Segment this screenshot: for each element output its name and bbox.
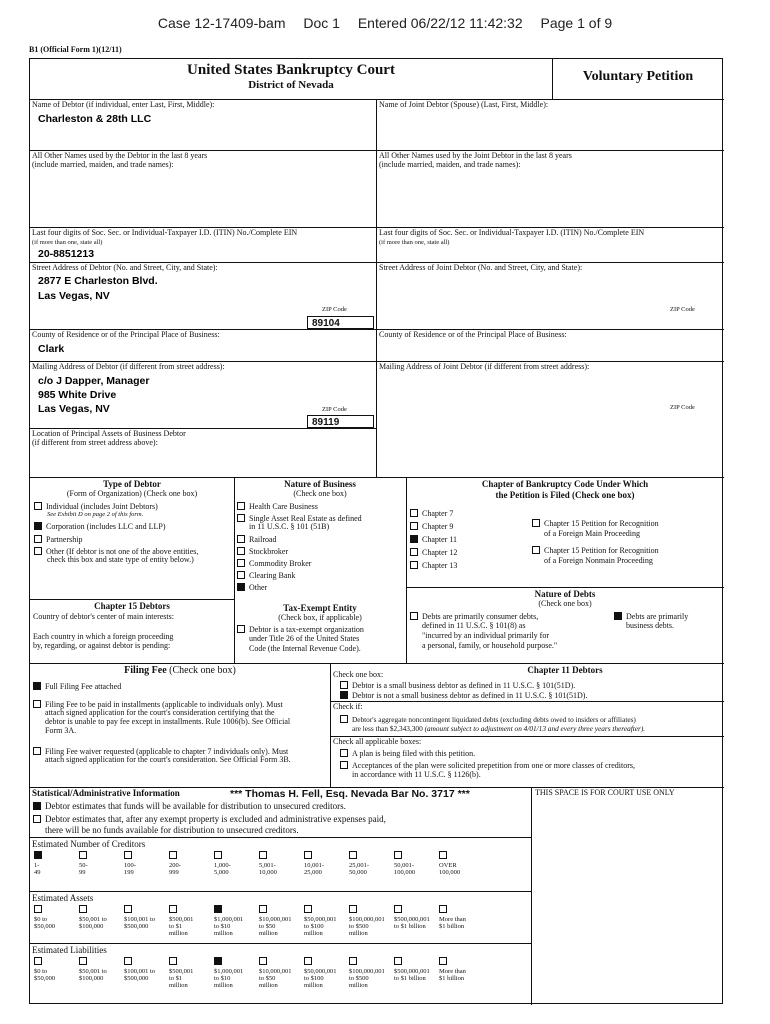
- liabilities-label-5: $10,000,001 to $50 million: [259, 968, 292, 989]
- creditors-label-9: OVER 100,000: [439, 862, 461, 876]
- creditors-label-1: 50- 99: [79, 862, 88, 876]
- liabilities-label-7: $100,000,001 to $500 million: [349, 968, 385, 989]
- nature-single-asset[interactable]: Single Asset Real Estate as defined: [237, 514, 362, 524]
- creditors-option-8[interactable]: [394, 851, 402, 859]
- liabilities-option-3[interactable]: [169, 957, 177, 965]
- assets-grid: [30, 905, 531, 945]
- liabilities-label-0: $0 to $50,000: [34, 968, 56, 982]
- mailing-line-1: c/o J Dapper, Manager: [38, 375, 150, 387]
- chapter-13[interactable]: Chapter 13: [410, 561, 457, 571]
- debts-title: Nature of Debts: [534, 589, 596, 599]
- joint-mailing-label: Mailing Address of Joint Debtor (if different from street address):: [379, 362, 590, 371]
- chapter-title: Chapter of Bankruptcy Code Under Which: [481, 479, 649, 489]
- nature-commodity[interactable]: Commodity Broker: [237, 559, 311, 569]
- street-zip: 89104: [307, 316, 374, 329]
- petition-title: Voluntary Petition: [582, 69, 694, 84]
- creditors-label-4: 1,000- 5,000: [214, 862, 231, 876]
- liabilities-option-5[interactable]: [259, 957, 267, 965]
- assets-label-0: $0 to $50,000: [34, 916, 56, 930]
- debtor-name-label: Name of Debtor (if individual, enter Last, First, Middle):: [32, 100, 215, 109]
- nature-other[interactable]: Other: [237, 583, 267, 593]
- debtor-name: Charleston & 28th LLC: [38, 113, 152, 125]
- joint-other-names-label: All Other Names used by the Joint Debtor in the last 8 years (include married, maiden, and trade names):: [379, 151, 572, 169]
- taxexempt-check[interactable]: Debtor is a tax-exempt organization: [237, 625, 364, 635]
- creditors-option-5[interactable]: [259, 851, 267, 859]
- creditors-option-9[interactable]: [439, 851, 447, 859]
- mailing-label: Mailing Address of Debtor (if different from street address):: [32, 362, 225, 371]
- nature-title: Nature of Business: [284, 479, 356, 489]
- stats-title: Statistical/Administrative Information: [32, 788, 180, 798]
- liabilities-label-8: $500,000,001 to $1 billion: [394, 968, 430, 982]
- ch11-acceptances[interactable]: Acceptances of the plan were solicited prepetition from one or more classes of creditors,: [340, 761, 635, 771]
- type-other[interactable]: Other (If debtor is not one of the above entities,: [34, 547, 198, 557]
- county-value: Clark: [38, 343, 65, 355]
- creditors-option-0[interactable]: [34, 851, 42, 859]
- liabilities-option-9[interactable]: [439, 957, 447, 965]
- entered-date: Entered 06/22/12 11:42:32: [357, 15, 523, 31]
- liabilities-label-1: $50,001 to $100,000: [79, 968, 107, 982]
- creditors-label-2: 100- 199: [124, 862, 136, 876]
- chapter-15-main[interactable]: Chapter 15 Petition for Recognition: [532, 519, 659, 529]
- assets-option-8[interactable]: [394, 905, 402, 913]
- chapter-11[interactable]: Chapter 11: [410, 535, 457, 545]
- liabilities-option-6[interactable]: [304, 957, 312, 965]
- assets-label-1: $50,001 to $100,000: [79, 916, 107, 930]
- nature-health-care[interactable]: Health Care Business: [237, 502, 318, 512]
- street-label: Street Address of Debtor (No. and Street, City, and State):: [32, 263, 218, 272]
- assets-option-2[interactable]: [124, 905, 132, 913]
- court-district: District of Nevada: [248, 79, 334, 91]
- chapter-15-nonmain[interactable]: Chapter 15 Petition for Recognition: [532, 546, 659, 556]
- joint-street-label: Street Address of Joint Debtor (No. and Street, City, and State):: [379, 263, 583, 272]
- ch11-title: Chapter 11 Debtors: [527, 665, 603, 675]
- taxexempt-title: Tax-Exempt Entity: [283, 603, 357, 613]
- fee-full[interactable]: Full Filing Fee attached: [33, 682, 121, 692]
- assets-option-0[interactable]: [34, 905, 42, 913]
- assets-option-6[interactable]: [304, 905, 312, 913]
- assets-label-2: $100,001 to $500,000: [124, 916, 156, 930]
- liabilities-label-9: More than $1 billion: [439, 968, 466, 982]
- type-title: Type of Debtor: [103, 479, 161, 489]
- fee-title: Filing Fee (Check one box): [124, 665, 236, 676]
- liabilities-option-1[interactable]: [79, 957, 87, 965]
- liabilities-label-3: $500,001 to $1 million: [169, 968, 194, 989]
- creditors-option-7[interactable]: [349, 851, 357, 859]
- creditors-label-0: 1- 49: [34, 862, 41, 876]
- mailing-line-2: 985 White Drive: [38, 389, 117, 401]
- doc-number: Doc 1: [303, 15, 340, 31]
- assets-option-7[interactable]: [349, 905, 357, 913]
- chapter-7[interactable]: Chapter 7: [410, 509, 453, 519]
- liabilities-option-2[interactable]: [124, 957, 132, 965]
- creditors-label-7: 25,001- 50,000: [349, 862, 370, 876]
- liabilities-grid: [30, 957, 531, 1001]
- liabilities-label-4: $1,000,001 to $10 million: [214, 968, 244, 989]
- court-use-label: THIS SPACE IS FOR COURT USE ONLY: [535, 788, 675, 797]
- liabilities-option-8[interactable]: [394, 957, 402, 965]
- assets-label-5: $10,000,001 to $50 million: [259, 916, 292, 937]
- mailing-line-3: Las Vegas, NV: [38, 403, 110, 415]
- creditors-grid: [30, 851, 531, 891]
- creditors-option-1[interactable]: [79, 851, 87, 859]
- assets-label-9: More than $1 billion: [439, 916, 466, 930]
- assets-title: Estimated Assets: [32, 893, 94, 903]
- street-line-1: 2877 E Charleston Blvd.: [38, 275, 158, 287]
- other-names-label: All Other Names used by the Debtor in the last 8 years (include married, maiden, and trade names):: [32, 151, 208, 169]
- case-number: Case 12-17409-bam: [157, 15, 286, 31]
- case-header: [0, 16, 770, 32]
- street-line-2: Las Vegas, NV: [38, 290, 110, 302]
- chapter-9[interactable]: Chapter 9: [410, 522, 453, 532]
- assets-option-9[interactable]: [439, 905, 447, 913]
- assets-label-8: $500,000,001 to $1 billion: [394, 916, 430, 930]
- liabilities-option-0[interactable]: [34, 957, 42, 965]
- fee-waiver[interactable]: Filing Fee waiver requested (applicable to chapter 7 individuals only). Must: [33, 747, 288, 757]
- location-label: Location of Principal Assets of Business Debtor (if different from street address above):: [32, 429, 186, 447]
- nature-clearing-bank[interactable]: Clearing Bank: [237, 571, 295, 581]
- joint-ein-label: Last four digits of Soc. Sec. or Individual-Taxpayer I.D. (ITIN) No./Complete EIN: [379, 229, 645, 237]
- debts-business[interactable]: Debts are primarily: [614, 612, 688, 622]
- chapter-12[interactable]: Chapter 12: [410, 548, 457, 558]
- assets-option-1[interactable]: [79, 905, 87, 913]
- stats-no-funds[interactable]: Debtor estimates that, after any exempt property is excluded and administrative expenses paid,: [33, 814, 386, 824]
- liabilities-option-7[interactable]: [349, 957, 357, 965]
- creditors-label-8: 50,001- 100,000: [394, 862, 416, 876]
- fee-installments[interactable]: Filing Fee to be paid in installments (applicable to individuals only). Must: [33, 700, 283, 710]
- liabilities-option-4[interactable]: [214, 957, 222, 965]
- debts-consumer[interactable]: Debts are primarily consumer debts,: [410, 612, 538, 622]
- ch11-small-business[interactable]: Debtor is a small business debtor as defined in 11 U.S.C. § 101(51D).: [340, 681, 575, 691]
- creditors-option-3[interactable]: [169, 851, 177, 859]
- type-partnership[interactable]: Partnership: [34, 535, 82, 545]
- creditors-option-4[interactable]: [214, 851, 222, 859]
- county-label: County of Residence or of the Principal Place of Business:: [32, 330, 220, 339]
- nature-stockbroker[interactable]: Stockbroker: [237, 547, 288, 557]
- form-id: B1 (Official Form 1)(12/11): [29, 45, 122, 54]
- stats-funds-available[interactable]: Debtor estimates that funds will be available for distribution to unsecured creditors.: [33, 801, 346, 811]
- assets-label-7: $100,000,001 to $500 million: [349, 916, 385, 937]
- assets-option-3[interactable]: [169, 905, 177, 913]
- type-corporation[interactable]: Corporation (includes LLC and LLP): [34, 522, 166, 532]
- debtor-ein: 20-8851213: [38, 248, 95, 260]
- joint-county-label: County of Residence or of the Principal Place of Business:: [379, 330, 567, 339]
- ch11-plan-filed[interactable]: A plan is being filed with this petition.: [340, 749, 475, 759]
- assets-option-5[interactable]: [259, 905, 267, 913]
- nature-railroad[interactable]: Railroad: [237, 535, 277, 545]
- assets-label-6: $50,000,001 to $100 million: [304, 916, 337, 937]
- type-individual[interactable]: Individual (includes Joint Debtors): [34, 502, 158, 512]
- creditors-label-3: 200- 999: [169, 862, 181, 876]
- assets-label-4: $1,000,001 to $10 million: [214, 916, 244, 937]
- creditors-option-2[interactable]: [124, 851, 132, 859]
- ch15-title: Chapter 15 Debtors: [94, 601, 170, 611]
- liabilities-label-6: $50,000,001 to $100 million: [304, 968, 337, 989]
- attorney-line: *** Thomas H. Fell, Esq. Nevada Bar No. 3717 ***: [230, 788, 470, 800]
- page-number: Page 1 of 9: [540, 15, 613, 31]
- joint-name-label: Name of Joint Debtor (Spouse) (Last, First, Middle):: [379, 100, 549, 109]
- creditors-label-5: 5,001- 10,000: [259, 862, 277, 876]
- mailing-zip: 89119: [307, 415, 374, 428]
- liabilities-title: Estimated Liabilities: [32, 945, 107, 955]
- liabilities-label-2: $100,001 to $500,000: [124, 968, 156, 982]
- ch11-not-small-business[interactable]: Debtor is not a small business debtor as defined in 11 U.S.C. § 101(51D).: [340, 691, 587, 701]
- creditors-title: Estimated Number of Creditors: [32, 839, 146, 849]
- ein-label: Last four digits of Soc. Sec. or Individual-Taxpayer I.D. (ITIN) No./Complete EIN: [32, 228, 298, 237]
- creditors-option-6[interactable]: [304, 851, 312, 859]
- assets-option-4[interactable]: [214, 905, 222, 913]
- creditors-label-6: 10,001- 25,000: [304, 862, 325, 876]
- ch11-aggregate-debts[interactable]: Debtor's aggregate noncontingent liquidated debts (excluding debts owed to insiders or affiliates): [340, 715, 636, 724]
- voluntary-petition-form: United States Bankruptcy Court District of Nevada Voluntary Petition Name of Debtor (if individual, enter Last, First, Middle): Charleston & 28th LLC Name of Joint Debtor (Spouse) (Last, First, Middle): All Other Names used by the Debtor in the last 8 years (include married, maiden, and trade names): All Other Names used by the Joint Debtor in the last 8 years (include married, maiden, and trade names): Last four digits of Soc. Sec. or Individual-Taxpayer I.D. (ITIN) No./Complete EIN (if more than one, state all) 20-8851213 Last four digits of Soc. Sec. or Individual-Taxpayer I.D. (ITIN) No./Complete EIN (if more than one, state all) Street Address of Debtor (No. and Street, City, and State): 2877 E Charleston Blvd. Las Vegas, NV ZIP Code 89104 Street Address of Joint Debtor (No. and Street, City, and State): ZIP Code County of Residence or of the Principal Place of Business: Clark County of Residence or of the Principal Place of Business: Mailing Address of Debtor (if different from street address): c/o J Dapper, Manager 985 White Drive Las Vegas, NV ZIP Code 89119 Mailing Address of Joint Debtor (if different from street address): ZIP Code Location of Principal Assets of Business Debtor (if different from street address above): Type of Debtor (Form of Organization) (Check one box) Individual (includes Joint Debtors) See Exhibit D on page 2 of this form. Corporation (includes LLC and LLP) Partnership Other (If debtor is not one of the above entities, check this box and state type of entity below.) Nature of Business (Check one box) Health Care Business Single Asset Real Estate as defined in 11 U.S.C. § 101 (51B) Railroad Stockbroker Commodity Broker Clearing Bank Other Chapter of Bankruptcy Code Under Which the Petition is Filed (Check one box) Chapter 7 Chapter 9 Chapter 11 Chapter 12 Chapter 13 Chapter 15 Petition for Recognition of a Foreign Main Proceeding Chapter 15 Petition for Recognition of a Foreign Nonmain Proceeding Chapter 15 Debtors Country of debtor's center of main interests: Each country in which a foreign proceeding by, regarding, or against debtor is pending: Tax-Exempt Entity (Check box, if applicable) Debtor is a tax-exempt organization under Title 26 of the United States Code (the Internal Revenue Code). Nature of Debts (Check one box) Debts are primarily consumer debts, defined in 11 U.S.C. § 101(8) as "incurred by an individual primarily for a personal, family, or household purpose." Debts are primarily business debts. Filing Fee (Check one box) Full Filing Fee attached Filing Fee to be paid in installments (applicable to individuals only). Must attach signed application for the court's consideration certifying that the debtor is unable to pay fee except in installments. Rule 1006(b). See Official Form 3A. Filing Fee waiver requested (applicable to chapter 7 individuals only). Must attach signed application for the court's consideration. See Official Form 3B. Chapter 11 Debtors Check one box: Debtor is a small business debtor as defined in 11 U.S.C. § 101(51D). Debtor is not a small business debtor as defined in 11 U.S.C. § 101(51D). Check if: Debtor's aggregate noncontingent liquidated debts (excluding debts owed to insiders or affiliates) are less than $2,343,300 (amount subject to adjustment on 4/01/13 and every three years thereafter). Check all applicable boxes: A plan is being filed with this petition. Acceptances of the plan were solicited prepetition from one or more classes of creditors, in accordance with 11 U.S.C. § 1126(b). Statistical/Administrative Information *** Thomas H. Fell, Esq. Nevada Bar No. 3717 *** THIS SPACE IS FOR COURT USE ONLY Debtor estimates that funds will be available for distribution to unsecured creditors. Debtor estimates that, after any exempt property is excluded and administrative expenses paid, there will be no funds available for distribution to unsecured creditors. Estimated Number of Creditors 1- 49 50- 99 100- 199 200- 999 1,000- 5,000 5,001- 10,000 10,001- 25,000 25,001- 50,000 50,001- 100,000 OVER 100,000 Estimated Assets $0 to $50,000 $50,001 to $100,000 $100,001 to $500,000 $500,001 to $1 million $1,000,001 to $10 million $10,000,001 to $50 million $50,000,001 to $100 million $100,000,001 to $500 million $500,000,001 to $1 billion More than $1 billion Estimated Liabilities $0 to $50,000 $50,001 to $100,000 $100,001 to $500,000 $500,001 to $1 million $1,000,001 to $10 million $10,000,001 to $50 million $50,000,001 to $100 million $100,000,001 to $500 million $500,000,001 to $1 billion More than $1 billion: [29, 58, 723, 1004]
- assets-label-3: $500,001 to $1 million: [169, 916, 194, 937]
- court-title: United States Bankruptcy Court: [187, 62, 395, 78]
